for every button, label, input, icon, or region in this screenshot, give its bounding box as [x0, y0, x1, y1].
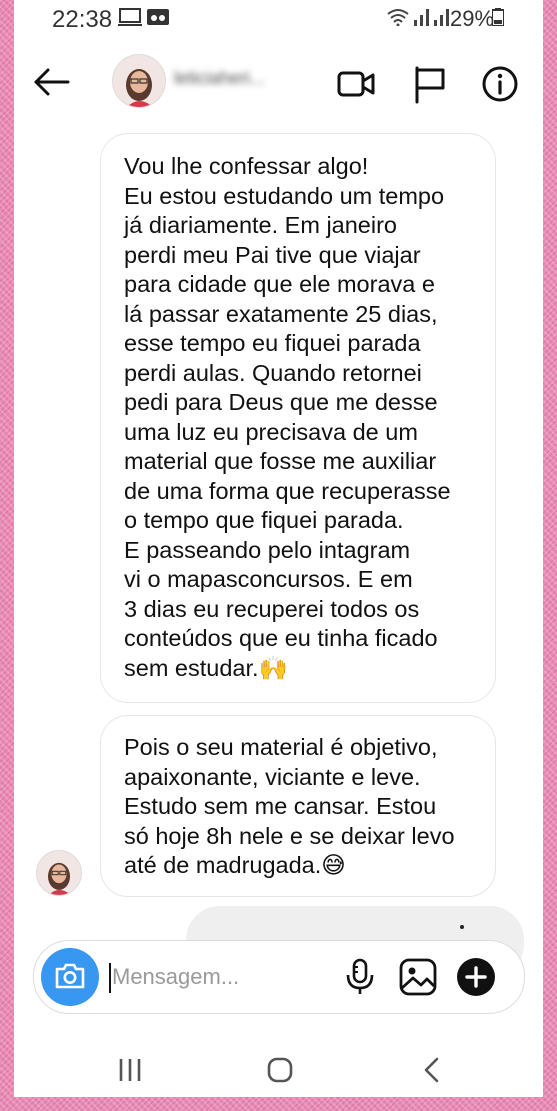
- add-icon[interactable]: [456, 957, 496, 997]
- chat-header: [14, 44, 543, 120]
- text-caret: [109, 963, 111, 993]
- username[interactable]: leticiaheri...: [174, 68, 266, 88]
- back-icon[interactable]: [412, 1054, 452, 1086]
- navigation-bar: [14, 1040, 543, 1097]
- message-composer: [33, 940, 525, 1014]
- status-bar: [14, 0, 543, 34]
- camera-icon: [54, 962, 86, 990]
- message-text: Pois o seu material é objetivo, apaixonante, viciante e leve. Estudo sem me cansar. Estou só hoje 8h nele e se deixar levo até de madrugada.😅: [124, 734, 455, 878]
- screen: [14, 0, 543, 1097]
- recent-apps-icon[interactable]: [110, 1054, 150, 1086]
- gallery-icon[interactable]: [398, 957, 438, 997]
- status-time: 22:38: [52, 6, 113, 33]
- message-fragment: [460, 925, 464, 929]
- video-call-icon[interactable]: [336, 64, 376, 104]
- message-text: Vou lhe confessar algo! Eu estou estudando um tempo já diariamente. Em janeiro perdi meu Pai tive que viajar para cidade que ele morava e lá passar exatamente 25 dias, esse tempo eu fiquei parada perdi aulas. Quando retornei pedi para Deus que me desse uma luz eu precisava de um material que fosse me auxiliar de uma forma que recuperasse o tempo que fiquei parada. E passeando pelo intagram vi o mapasconcursos. E em 3 dias eu recuperei todos os conteúdos que eu tinha ficado sem estudar.🙌: [124, 153, 451, 681]
- incoming-message[interactable]: [100, 133, 496, 703]
- battery-percent: 29%: [450, 6, 495, 31]
- message-input[interactable]: [112, 959, 322, 995]
- avatar[interactable]: [112, 54, 166, 108]
- avatar-photo: [113, 55, 165, 107]
- battery-icon: [492, 8, 504, 26]
- screen-icon: [118, 8, 142, 26]
- camera-button[interactable]: [41, 948, 99, 1006]
- signal-icon: [414, 8, 430, 26]
- flag-icon[interactable]: [410, 64, 450, 104]
- signal-icon: [434, 8, 450, 26]
- sender-avatar[interactable]: [36, 850, 82, 896]
- voicemail-icon: [147, 8, 169, 26]
- microphone-icon[interactable]: [340, 957, 380, 997]
- info-icon[interactable]: [480, 64, 520, 104]
- wifi-icon: [386, 8, 410, 26]
- avatar-photo: [37, 851, 81, 895]
- home-icon[interactable]: [260, 1054, 300, 1086]
- incoming-message[interactable]: [100, 715, 496, 897]
- back-arrow-icon[interactable]: [32, 62, 72, 102]
